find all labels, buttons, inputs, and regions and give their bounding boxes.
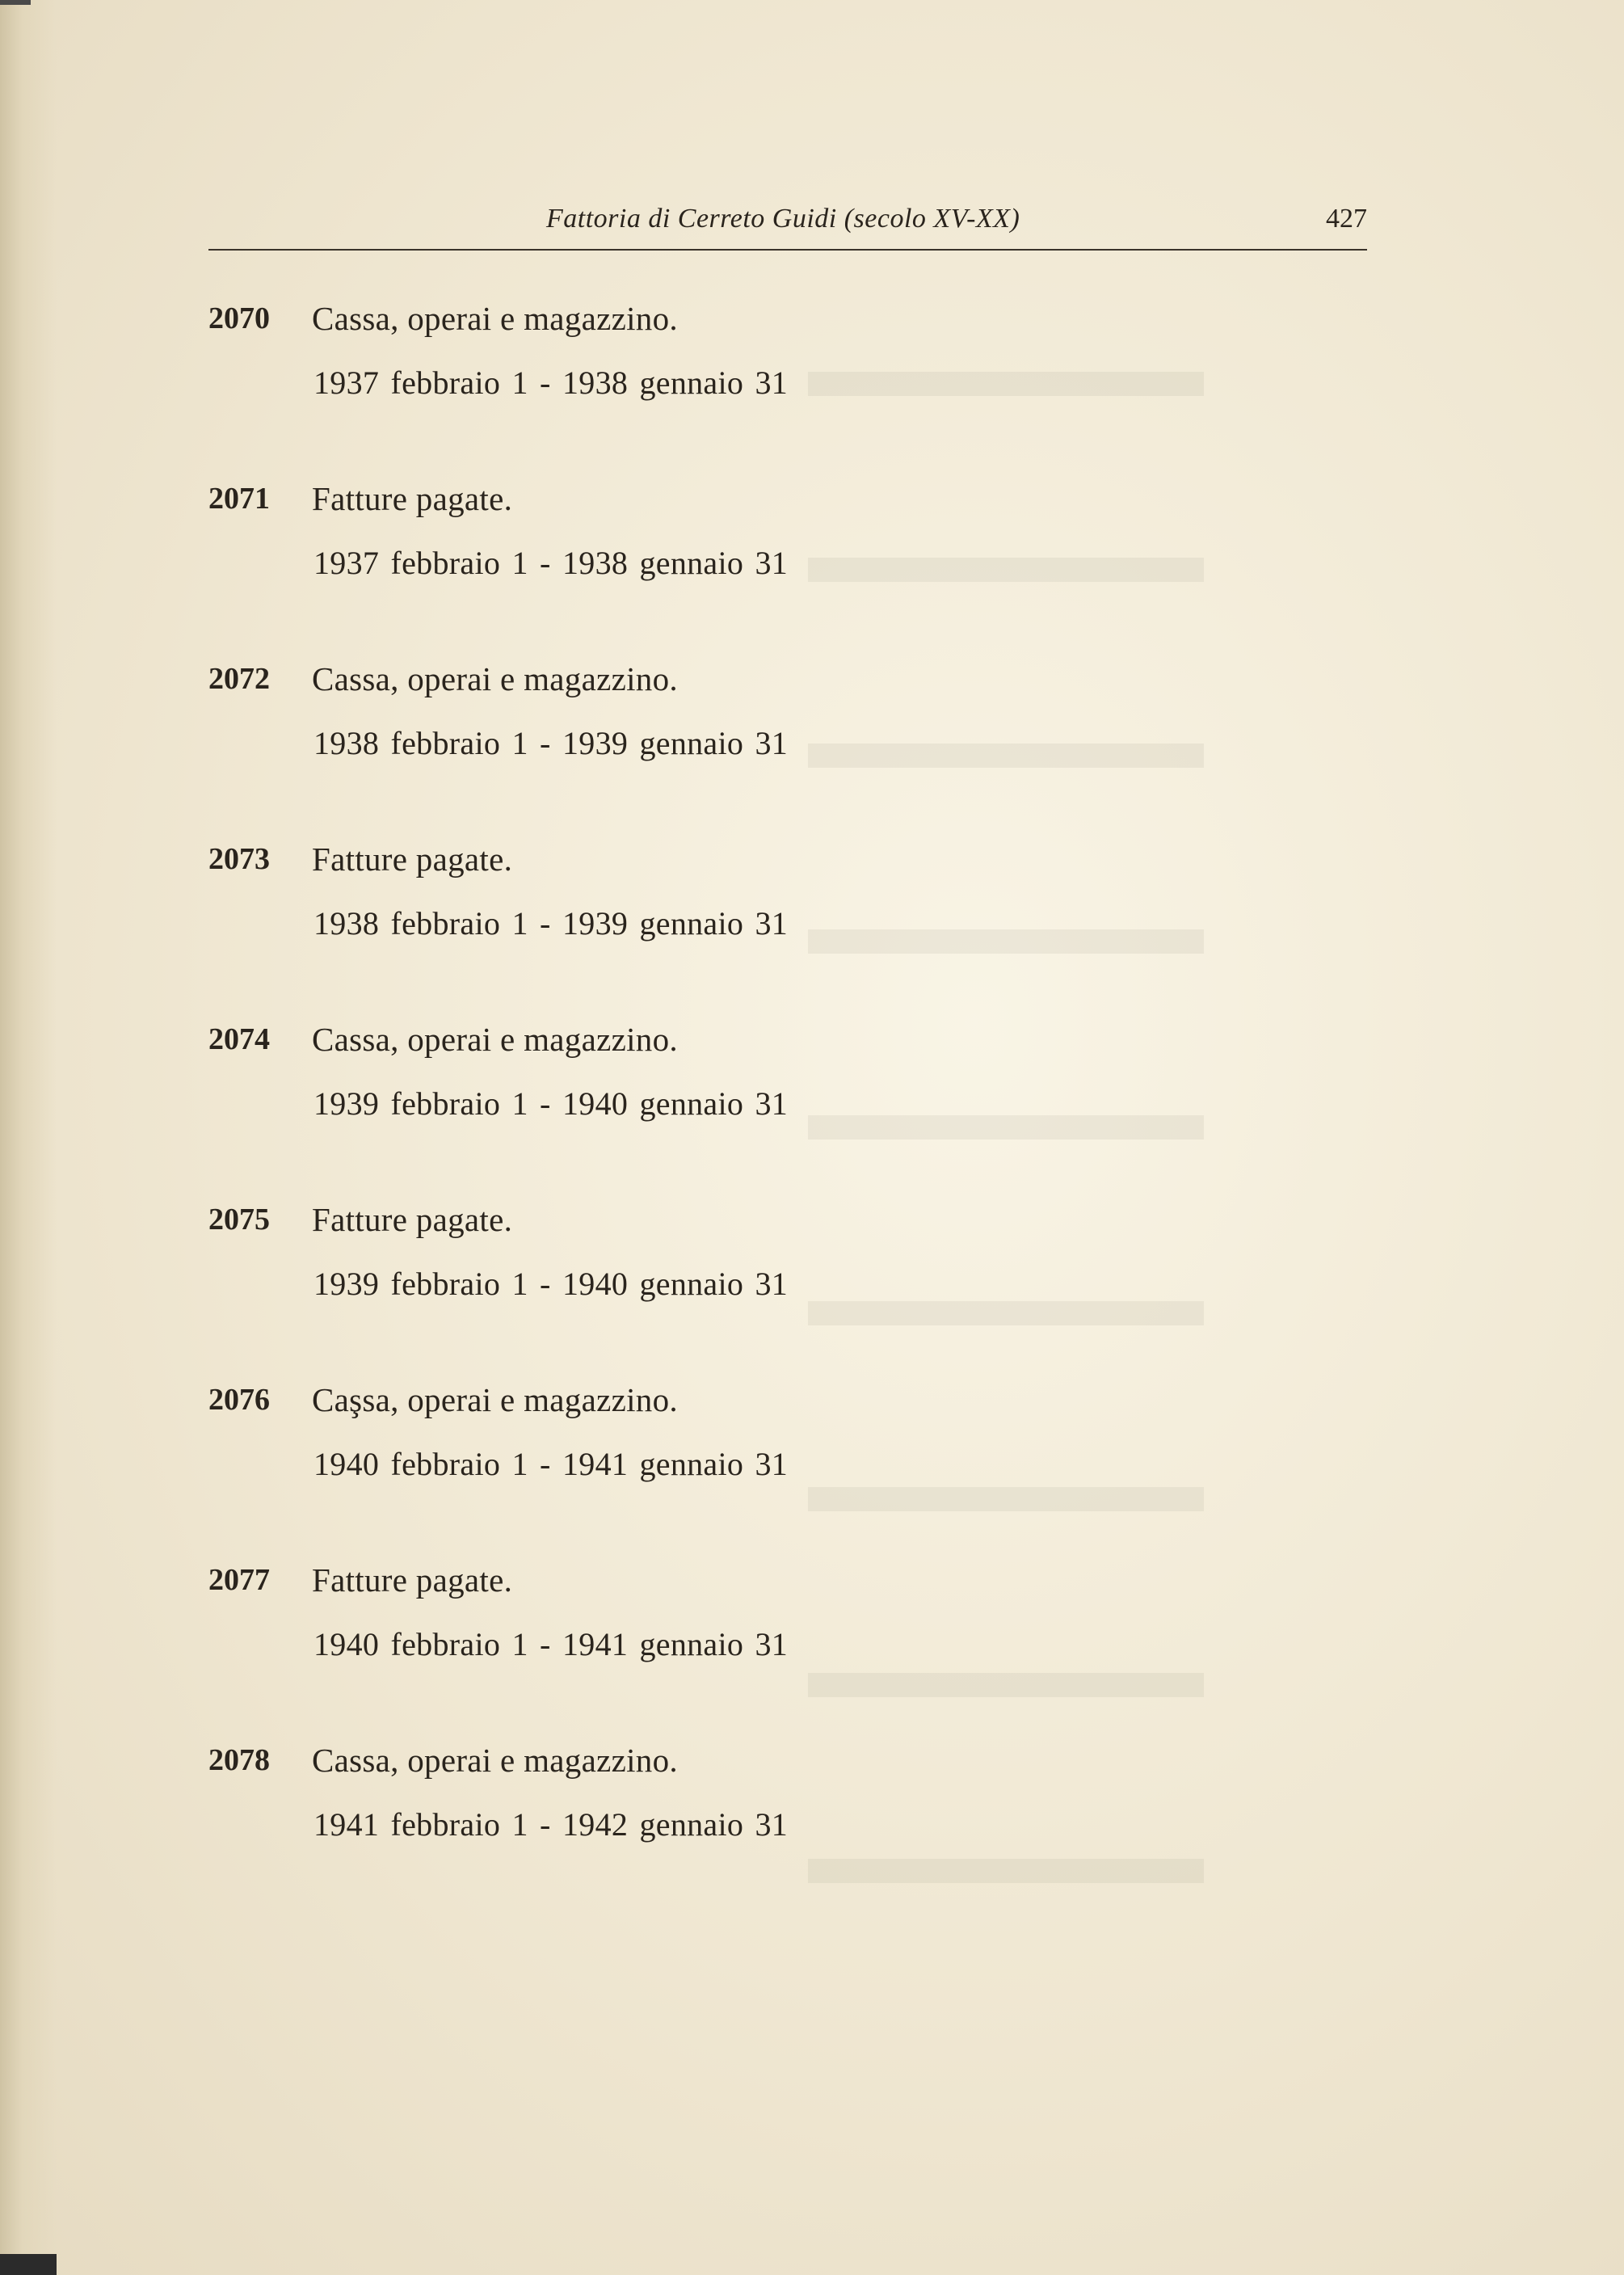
entry-number: 2074 bbox=[208, 1022, 270, 1056]
entry-title: Cassa, operai e magazzino. bbox=[312, 1021, 678, 1058]
entry-number: 2076 bbox=[208, 1383, 270, 1417]
entry-title: Fatture pagate. bbox=[312, 840, 513, 878]
entry-title: Fatture pagate. bbox=[312, 1201, 513, 1238]
scan-border-top bbox=[0, 0, 31, 5]
list-item bbox=[208, 1382, 1340, 1562]
entry-number: 2073 bbox=[208, 842, 270, 876]
entry-dates: 1941 febbraio 1 - 1942 gennaio 31 bbox=[313, 1806, 789, 1843]
entry-dates: 1937 febbraio 1 - 1938 gennaio 31 bbox=[313, 364, 789, 401]
entry-title: Fatture pagate. bbox=[312, 480, 513, 517]
list-item bbox=[208, 661, 1340, 841]
running-title: Fattoria di Cerreto Guidi (secolo XV-XX) bbox=[546, 204, 1020, 234]
list-item bbox=[208, 301, 1340, 481]
list-item bbox=[208, 1022, 1340, 1202]
entry-number: 2075 bbox=[208, 1203, 270, 1237]
entry-number: 2070 bbox=[208, 301, 270, 335]
entry-dates: 1938 febbraio 1 - 1939 gennaio 31 bbox=[313, 725, 789, 761]
list-item bbox=[208, 481, 1340, 661]
entry-dates: 1937 febbraio 1 - 1938 gennaio 31 bbox=[313, 545, 789, 581]
running-header bbox=[208, 204, 1367, 251]
entry-title: Fatture pagate. bbox=[312, 1561, 513, 1599]
list-item bbox=[208, 1202, 1340, 1382]
entry-title: Cassa, operai e magazzino. bbox=[312, 660, 678, 697]
entry-number: 2071 bbox=[208, 482, 270, 516]
entry-dates: 1939 febbraio 1 - 1940 gennaio 31 bbox=[313, 1266, 789, 1302]
entry-dates: 1940 febbraio 1 - 1941 gennaio 31 bbox=[313, 1446, 789, 1482]
list-item bbox=[208, 841, 1340, 1022]
entry-dates: 1938 febbraio 1 - 1939 gennaio 31 bbox=[313, 905, 789, 942]
entry-title: Caşsa, operai e magazzino. bbox=[312, 1381, 678, 1418]
entry-number: 2072 bbox=[208, 662, 270, 696]
entry-dates: 1939 febbraio 1 - 1940 gennaio 31 bbox=[313, 1085, 789, 1122]
entry-title: Cassa, operai e magazzino. bbox=[312, 300, 678, 337]
page-number: 427 bbox=[1326, 204, 1367, 234]
page-edge-shadow bbox=[0, 0, 57, 2275]
entry-number: 2077 bbox=[208, 1563, 270, 1597]
entry-number: 2078 bbox=[208, 1743, 270, 1777]
scan-border-bottom bbox=[0, 2254, 57, 2275]
list-item bbox=[208, 1742, 1340, 1923]
entry-list bbox=[208, 301, 1340, 1923]
entry-title: Cassa, operai e magazzino. bbox=[312, 1742, 678, 1779]
entry-dates: 1940 febbraio 1 - 1941 gennaio 31 bbox=[313, 1626, 789, 1662]
list-item bbox=[208, 1562, 1340, 1742]
